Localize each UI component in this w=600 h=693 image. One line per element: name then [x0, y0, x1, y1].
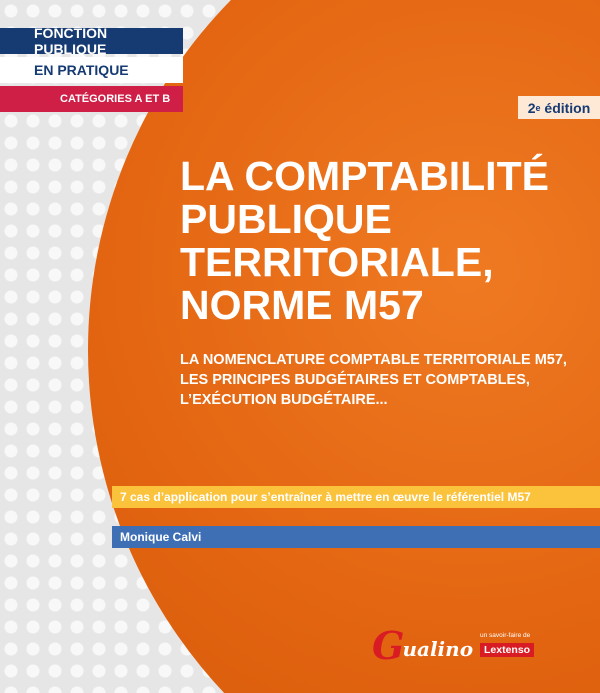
title-line: LA COMPTABILITÉ — [180, 153, 549, 199]
title-line: NORME M57 — [180, 282, 424, 328]
categories-label: CATÉGORIES A ET B — [60, 93, 171, 105]
collection-band — [0, 25, 183, 57]
subtitle-line: LES PRINCIPES BUDGÉTAIRES ET COMPTABLES, — [180, 372, 530, 388]
book-subtitle — [180, 350, 595, 410]
lextenso-tagline: un savoir-faire de — [480, 632, 531, 639]
lextenso-logo — [480, 632, 540, 658]
collection-label: FONCTION PUBLIQUE — [34, 25, 108, 57]
title-line: TERRITORIALE, — [180, 239, 494, 285]
subtitle-line: L’EXÉCUTION BUDGÉTAIRE... — [180, 392, 388, 408]
edition-badge — [518, 96, 600, 119]
lextenso-brand: Lextenso — [480, 643, 534, 657]
publisher-name: ualino — [402, 637, 474, 661]
author-strip — [112, 526, 600, 548]
author-name: Monique Calvi — [120, 530, 202, 544]
subtitle-line: LA NOMENCLATURE COMPTABLE TERRITORIALE M57, — [180, 352, 567, 368]
title-line: PUBLIQUE — [180, 196, 392, 242]
edition-suffix: e — [535, 102, 541, 113]
book-title — [180, 155, 590, 327]
edition-number: 2 — [527, 99, 536, 116]
edition-label: édition — [540, 99, 591, 116]
publisher-initial: G — [372, 623, 405, 668]
tagline-text: 7 cas d’application pour s’entraîner à mettre en œuvre le référentiel M57 — [120, 490, 531, 504]
categories-band — [0, 86, 183, 112]
tagline-strip — [112, 486, 600, 508]
publisher-logo — [372, 623, 474, 668]
subcollection-label: EN PRATIQUE — [34, 62, 129, 78]
subcollection-band — [0, 57, 183, 83]
